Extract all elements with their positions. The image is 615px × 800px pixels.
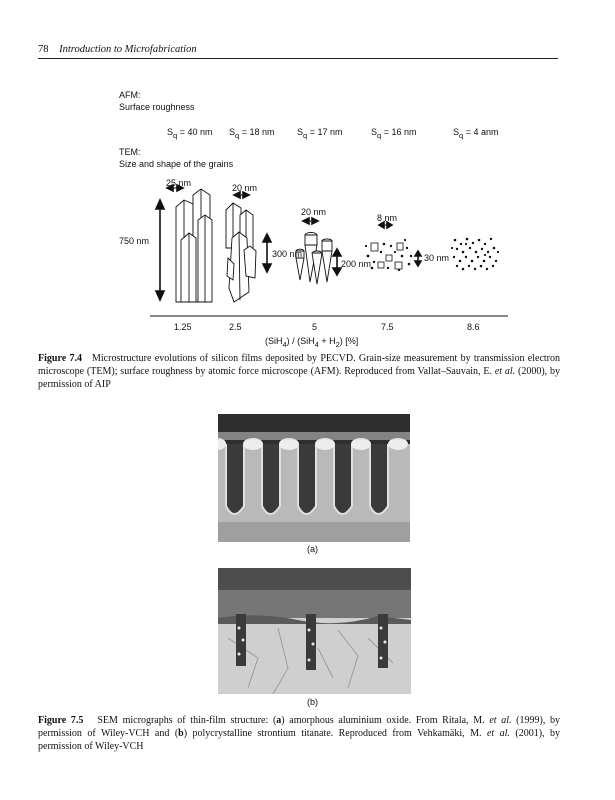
tem-subtitle: Size and shape of the grains (119, 159, 234, 169)
sq-value: $S_q = 4$ anm (453, 127, 499, 140)
dim-20nm-b: 20 nm (301, 207, 327, 217)
figure-7-5-caption (38, 714, 560, 753)
panel-label-a: (a) (307, 544, 318, 554)
small-grains (365, 239, 412, 271)
dim-25nm: 25 nm (166, 178, 192, 188)
page-number: 78 (38, 44, 49, 55)
caption-label: Figure 7.5 (38, 715, 84, 726)
sem-image-b (218, 568, 411, 694)
running-title: Introduction to Microfabrication (59, 44, 197, 55)
columnar-grains (176, 189, 212, 302)
dim-8nm: 8 nm (377, 213, 398, 223)
medium-grains (226, 203, 256, 302)
grain-diagram (0, 0, 615, 360)
sq-value: $S_q = 40$ nm (167, 127, 213, 140)
sq-value: $S_q = 18$ nm (229, 127, 275, 140)
sq-value: $S_q = 17$ nm (297, 127, 343, 140)
dim-200nm: 200 nm (341, 259, 372, 269)
figure-7-4-caption (38, 352, 560, 391)
x-tick-label: 1.25 (174, 322, 192, 332)
panel-label-b: (b) (307, 697, 318, 707)
x-tick-label: 7.5 (381, 322, 394, 332)
caption-label: Figure 7.4 (38, 353, 82, 364)
sem-image-a (218, 414, 410, 542)
dim-30nm: 30 nm (424, 253, 450, 263)
afm-label: AFM: (119, 90, 141, 100)
x-axis-label: $(SiH_4) / (SiH_4 + H_2)$ [%] (265, 336, 359, 349)
dim-20nm-a: 20 nm (232, 183, 258, 193)
sq-value: $S_q = 16$ nm (371, 127, 417, 140)
dim-300nm: 300 nm (272, 249, 303, 259)
x-tick-label: 2.5 (229, 322, 242, 332)
x-tick-label: 5 (312, 322, 318, 332)
fine-grains (451, 238, 499, 271)
x-tick-label: 8.6 (467, 322, 480, 332)
dim-750nm: 750 nm (119, 236, 150, 246)
caption-text: Microstructure evolutions of silicon films deposited by PECVD. Grain-size measurement by transmission electron microscope (TEM); surface roughness by atomic force microscope (AFM). Reproduced from Vallat–Sauvain, E. et al. (2000), by permission of AIP (38, 353, 561, 390)
caption-text: SEM micrographs of thin-film structure: (a) amorphous aluminium oxide. From Ritala, M. et al. (1999), by permission of Wiley-VCH and (b) polycrystalline strontium titanate. Reproduced from Vehkamäki, M. et al. (2001), by permission of Wiley-VCH (38, 715, 561, 752)
afm-subtitle: Surface roughness (119, 102, 195, 112)
tem-label: TEM: (119, 147, 141, 157)
